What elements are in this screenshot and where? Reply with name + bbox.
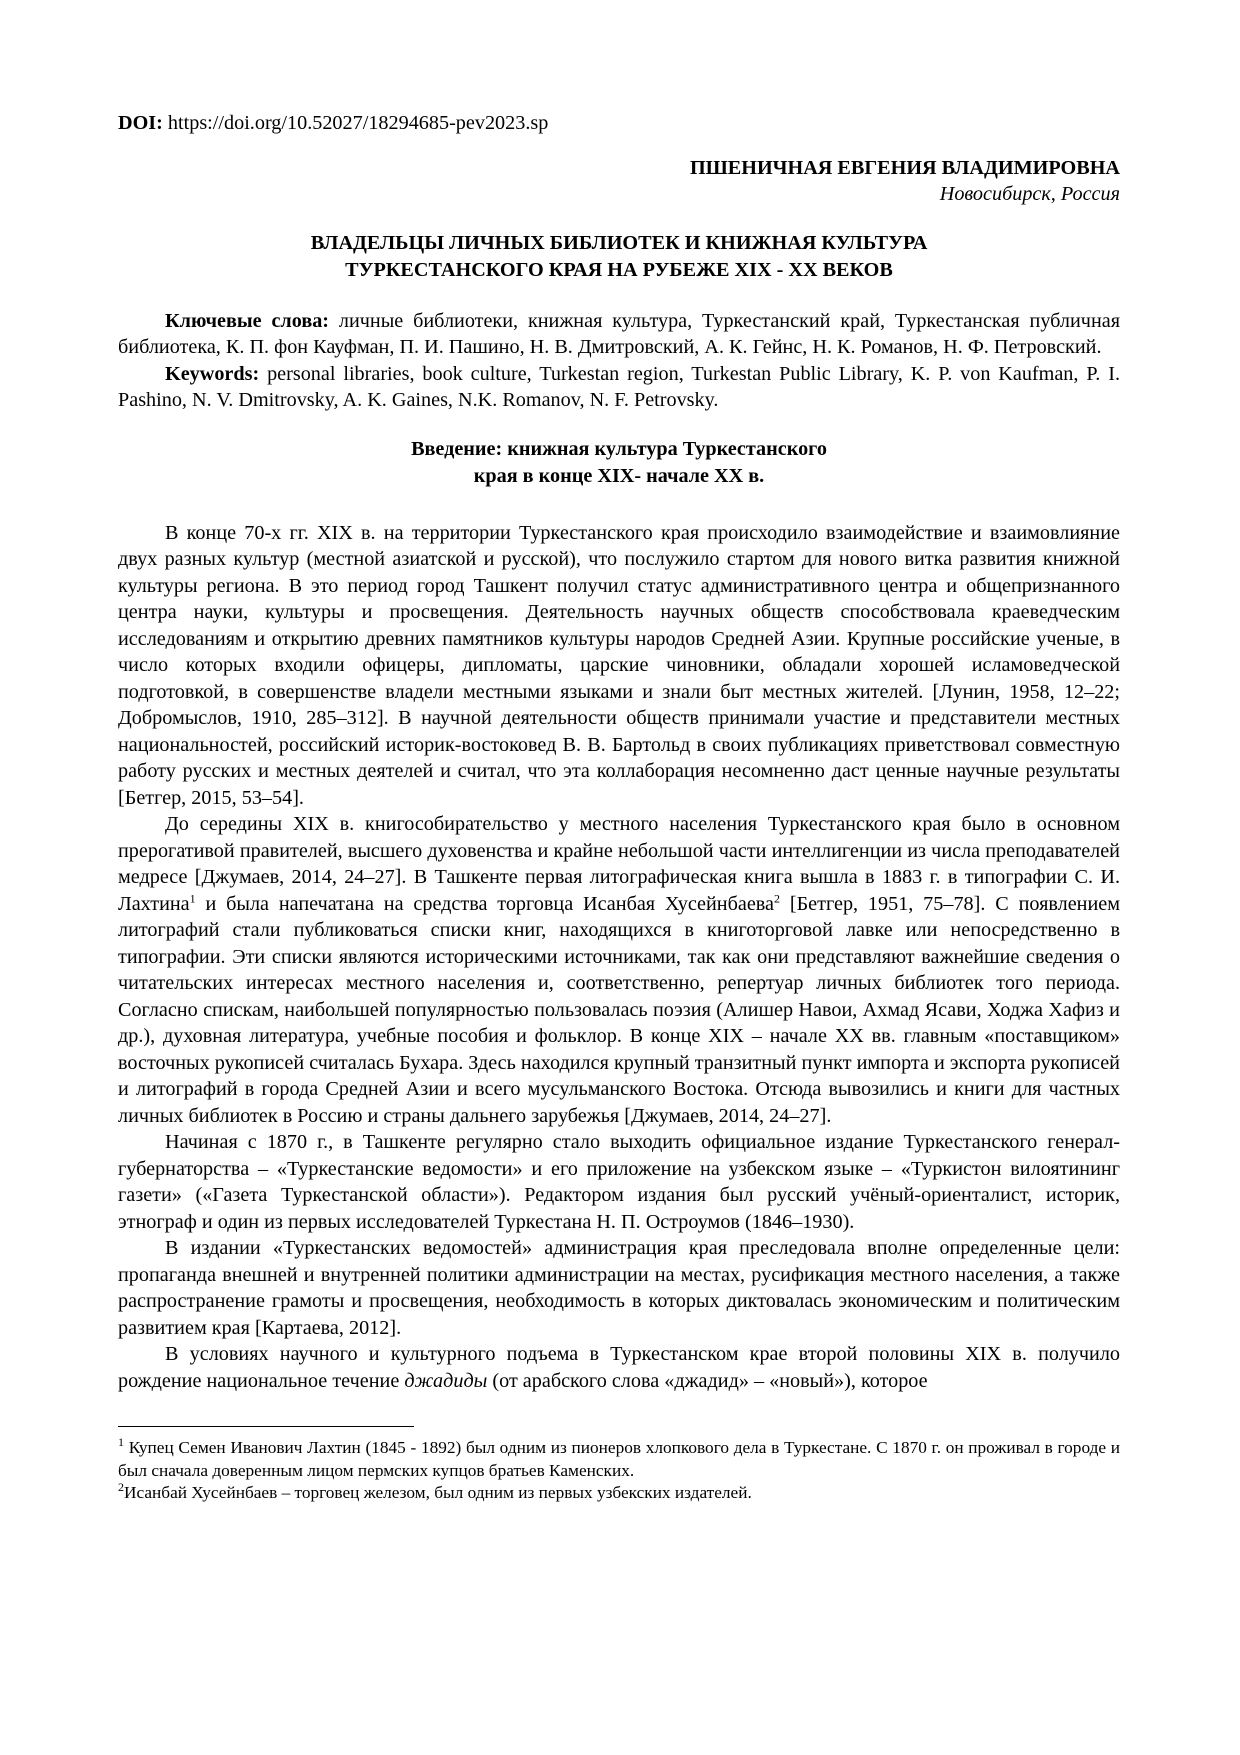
- paragraph-4: В издании «Туркестанских ведомостей» администрация края преследовала вполне определенные цели: пропаганда внешней и внутренней политики администрации на местах, русификация местного населения, а также распространение грамоты и просвещения, необходимость в которых диктовалась экономическим и политическим развитием края [Картаева, 2012].: [118, 1237, 1120, 1339]
- doi-link[interactable]: https://doi.org/10.52027/18294685-pev2023.sp: [162, 112, 549, 134]
- doi-line: [118, 110, 1120, 137]
- keywords-english-text: personal libraries, book culture, Turkestan region, Turkestan Public Library, K. P. von Kaufman, P. I. Pashino, N. V. Dmitrovsky, A. K. Gaines, N.K. Romanov, N. F. Petrovsky.: [118, 362, 1120, 411]
- paragraph-1: В конце 70-х гг. XIX в. на территории Туркестанского края происходило взаимодействие и взаимовлияние двух разных культур (местной азиатской и русской), что послужило стартом для нового витка развития книжной культуры региона. В это период город Ташкент получил статус административного центра и общепризнанного центра науки, культуры и просвещения. Деятельность научных обществ способствовала краеведческим исследованиям и открытию древних памятников культуры народов Средней Азии. Крупные российские ученые, в число которых входили офицеры, дипломаты, царские чиновники, обладали хорошей исламоведческой подготовкой, в совершенстве владели местными языками и знали быт местных жителей. [Лунин, 1958, 12–22; Добромыслов, 1910, 285–312]. В научной деятельности обществ принимали участие и представители местных национальностей, российский историк-востоковед В. В. Бартольд в своих публикациях приветствовал совместную работу русских и местных деятелей и считал, что эта коллаборация несомненно даст ценные научные результаты [Бетгер, 2015, 53–54].: [118, 521, 1120, 809]
- footnote-divider: [118, 1426, 414, 1427]
- article-title-line-1: ВЛАДЕЛЬЦЫ ЛИЧНЫХ БИБЛИОТЕК И КНИЖНАЯ КУЛЬТУРА: [310, 231, 928, 254]
- paragraph-2-part-b: и была напечатана на средства торговца Исанбая Хусейнбаева: [195, 892, 775, 915]
- paragraph-5: [118, 1341, 1120, 1394]
- section-heading: [118, 436, 1120, 490]
- keywords-english-label: Keywords:: [165, 362, 260, 385]
- paragraph-5-part-a: В условиях научного и культурного подъема в Туркестанском крае второй половины XIX в. получило рождение национальное течение: [118, 1343, 1120, 1392]
- footnote-1-text: Купец Семен Иванович Лахтин (1845 - 1892) был одним из пионеров хлопкового дела в Туркестане. С 1870 г. он проживал в городе и был сначала доверенным лицом пермских купцов братьев Каменских.: [118, 1438, 1120, 1480]
- footnote-2-number: 2: [118, 1480, 124, 1495]
- keywords-russian-label: Ключевые слова:: [165, 309, 330, 332]
- footnote-1: [118, 1437, 1120, 1482]
- article-title: [118, 230, 1120, 284]
- paragraph-2-part-c: [Бетгер, 1951, 75–78]. С появлением литографий стали публиковаться списки книг, находящихся в книготорговой лавке или непосредственно в типографии. Эти списки являются историческими источниками, так как они представляют важнейшие сведения о читательских интересах местного населения и, соответственно, репертуар личных библиотек того периода. Согласно спискам, наибольшей популярностью пользовалась поэзия (Алишер Навои, Ахмад Ясави, Ходжа Хафиз и др.), духовная литература, учебные пособия и фольклор. В конце XIX – начале XX вв. главным «поставщиком» восточных рукописей считалась Бухара. Здесь находился крупный транзитный пункт импорта и экспорта рукописей и литографий в города Средней Азии и всего мусульманского Востока. Отсюда вывозились и книги для частных личных библиотек в Россию и страны дальнего зарубежья [Джумаев, 2014, 24–27].: [118, 892, 1121, 1127]
- paragraph-5-part-b: (от арабского слова «джадид» – «новый»), которое: [487, 1369, 928, 1392]
- paragraph-2: [118, 811, 1120, 1129]
- footnote-2: [118, 1482, 1120, 1505]
- doi-label: DOI:: [118, 112, 163, 134]
- keywords-russian-text: личные библиотеки, книжная культура, Туркестанский край, Туркестанская публичная библиотека, К. П. фон Кауфман, П. И. Пашино, Н. В. Дмитровский, А. К. Гейнс, Н. К. Романов, Н. Ф. Петровский.: [118, 309, 1121, 358]
- paragraph-3: Начиная с 1870 г., в Ташкенте регулярно стало выходить официальное издание Туркестанского генерал-губернаторства – «Туркестанские ведомости» и его приложение на узбекском языке – «Туркистон вилоятининг газети» («Газета Туркестанской области»). Редактором издания был русский учёный-ориенталист, историк, этнограф и один из первых исследователей Туркестана Н. П. Остроумов (1846–1930).: [118, 1131, 1120, 1233]
- paragraph-2-part-a: До середины XIX в. книгособирательство у местного населения Туркестанского края было в основном прерогативой правителей, высшего духовенства и крайне небольшой части интеллигенции из числа преподавателей медресе [Джумаев, 2014, 24–27]. В Ташкенте первая литографическая книга вышла в 1883 г. в типографии С. И. Лахтина: [118, 813, 1120, 915]
- document-page: [118, 110, 1120, 1505]
- keywords-english: [118, 361, 1120, 414]
- section-heading-line-2: края в конце XIX- начале XX в.: [473, 464, 765, 487]
- keywords-russian: [118, 308, 1120, 361]
- paragraph-5-term: джадиды: [404, 1369, 488, 1392]
- author-location: Новосибирск, Россия: [939, 183, 1120, 205]
- author-name: ПШЕНИЧНАЯ ЕВГЕНИЯ ВЛАДИМИРОВНА: [689, 156, 1120, 179]
- footnote-2-text: Исанбай Хусейнбаев – торговец железом, был одним из первых узбекских издателей.: [124, 1483, 752, 1502]
- article-title-line-2: ТУРКЕСТАНСКОГО КРАЯ НА РУБЕЖЕ XIX - XX ВЕКОВ: [345, 258, 893, 281]
- section-heading-line-1: Введение: книжная культура Туркестанского: [411, 437, 827, 460]
- footnote-ref-1[interactable]: 1: [189, 890, 196, 905]
- footnote-1-number: 1: [118, 1435, 124, 1450]
- footnote-ref-2[interactable]: 2: [774, 890, 781, 905]
